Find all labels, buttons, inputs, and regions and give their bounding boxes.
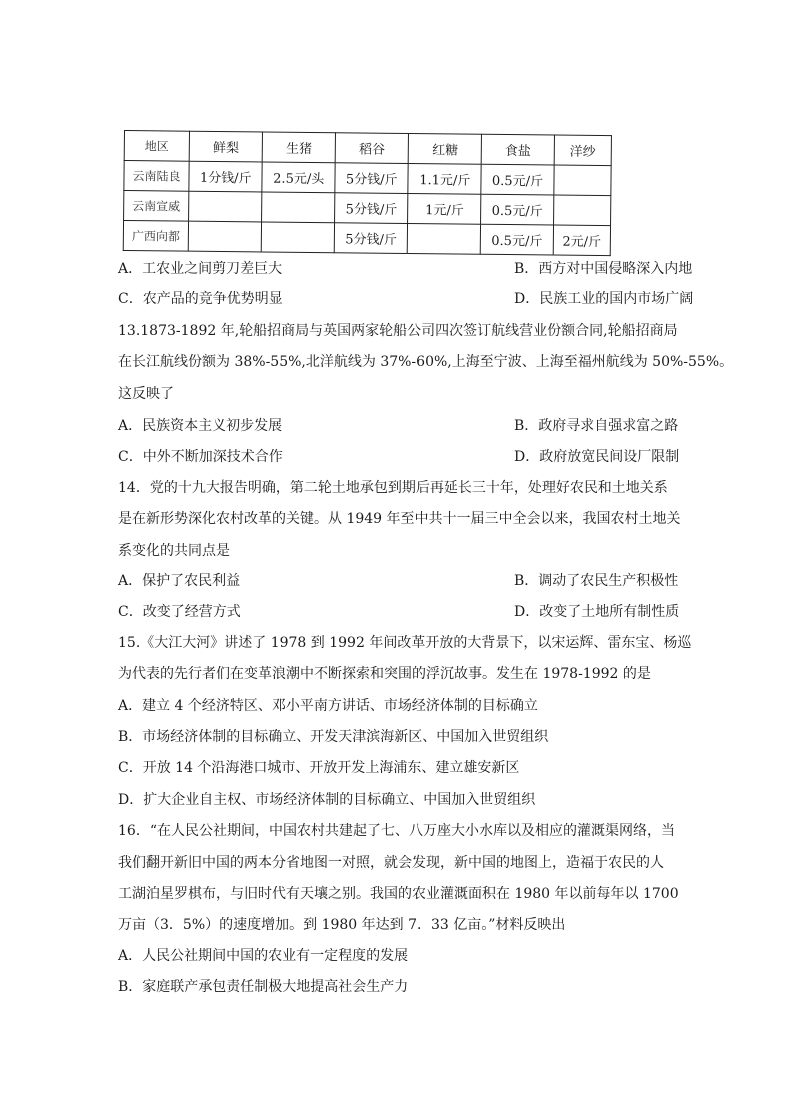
- q13-options-row-1: [118, 416, 679, 436]
- table-cell: 5分钱/斤: [335, 163, 409, 194]
- q13-stem-line: 在长江航线份额为 38%-55%,北洋航线为 37%-60%,上海至宁波、上海至福州航线为 50%-55%。: [118, 354, 734, 370]
- option-b[interactable]: B．调动了农民生产积极性: [514, 573, 679, 589]
- q16-stem-line: 万亩（3．5%）的速度增加。到 1980 年达到 7．33 亿亩。”材料反映出: [118, 917, 566, 933]
- q16-stem-line: 16．“在人民公社期间，中国农村共建起了七、八万座大小水库以及相应的灌溉渠网络，当: [118, 823, 675, 839]
- table-cell: 0.5元/斤: [480, 224, 553, 255]
- table-cell: [408, 223, 481, 254]
- table-header-cell: 生猪: [263, 132, 336, 163]
- table-cell: 0.5元/斤: [481, 164, 554, 195]
- table-cell: 2.5元/头: [262, 162, 335, 193]
- price-table: [123, 130, 612, 256]
- table-cell: [554, 165, 611, 196]
- table-header-cell: 稻谷: [335, 133, 409, 164]
- q14-stem-line: 14．党的十九大报告明确，第二轮土地承包到期后再延长三十年，处理好农民和土地关系: [118, 480, 668, 496]
- table-cell: 0.5元/斤: [481, 194, 554, 225]
- table-header-cell: 红糖: [409, 133, 482, 164]
- q15-stem-line: 为代表的先行者们在变革浪潮中不断探索和突围的浮沉故事。发生在 1978-1992 的是: [118, 666, 651, 682]
- table-cell: 1元/斤: [408, 193, 481, 224]
- table-cell: [553, 195, 610, 226]
- q16-stem-line: 工湖泊星罗棋布，与旧时代有天壤之别。我国的农业灌溉面积在 1980 年以前每年以 1700: [118, 886, 679, 902]
- option-b[interactable]: B．家庭联产承包责任制极大地提高社会生产力: [118, 979, 409, 995]
- table-cell: [262, 192, 335, 223]
- option-b[interactable]: B．政府寻求自强求富之路: [514, 418, 679, 434]
- q12-options-row-1: [118, 259, 693, 279]
- option-c[interactable]: C．改变了经营方式: [118, 604, 241, 620]
- q14-stem-line: 是在新形势深化农村改革的关键。从 1949 年至中共十一届三中全会以来，我国农村土地关: [118, 511, 681, 527]
- table-header-cell: 鲜梨: [189, 131, 263, 162]
- option-c[interactable]: C．中外不断加深技术合作: [118, 449, 283, 465]
- option-d[interactable]: D．改变了土地所有制性质: [514, 604, 680, 620]
- table-cell: 广西向都: [123, 221, 188, 252]
- table-cell: 5分钱/斤: [334, 223, 408, 254]
- q13-options-row-2: [118, 447, 680, 467]
- option-a[interactable]: A．人民公社期间中国的农业有一定程度的发展: [118, 948, 409, 964]
- option-a[interactable]: A．建立 4 个经济特区、邓小平南方讲话、市场经济体制的目标确立: [118, 698, 538, 714]
- q13-stem-line: 13.1873-1892 年,轮船招商局与英国两家轮船公司四次签订航线营业份额合同,轮船招商局: [118, 323, 678, 339]
- table-cell: 5分钱/斤: [335, 193, 409, 224]
- table-cell: 云南陆良: [124, 161, 189, 192]
- table-header-cell: 地区: [124, 131, 189, 162]
- option-a[interactable]: A．保护了农民利益: [118, 573, 241, 589]
- option-d[interactable]: D．扩大企业自主权、市场经济体制的目标确立、中国加入世贸组织: [118, 792, 536, 808]
- option-c[interactable]: C．开放 14 个沿海港口城市、开放开发上海浦东、建立雄安新区: [118, 760, 520, 776]
- table-cell: [188, 221, 262, 252]
- table-cell: 云南宣威: [124, 191, 189, 222]
- table-cell: 1.1元/斤: [408, 163, 481, 194]
- q15-stem-line: 15.《大江大河》讲述了 1978 到 1992 年间改革开放的大背景下，以宋运辉、雷东宝、杨巡: [118, 635, 692, 651]
- table-cell: [262, 222, 335, 253]
- table-cell: 1分钱/斤: [189, 161, 263, 192]
- table-cell: [189, 191, 263, 222]
- q13-stem-line: 这反映了: [118, 386, 174, 402]
- option-a[interactable]: A．民族资本主义初步发展: [118, 418, 283, 434]
- option-b[interactable]: B．西方对中国侵略深入内地: [514, 261, 693, 277]
- q14-options-row-1: [118, 571, 679, 591]
- q12-options-row-2: [118, 289, 694, 309]
- table-header-cell: 洋纱: [554, 135, 611, 166]
- option-d[interactable]: D．政府放宽民间设厂限制: [514, 449, 680, 465]
- option-b[interactable]: B．市场经济体制的目标确立、开发天津滨海新区、中国加入世贸组织: [118, 729, 549, 745]
- option-a[interactable]: A．工农业之间剪刀差巨大: [118, 261, 283, 277]
- table-row: [123, 221, 610, 256]
- option-d[interactable]: D．民族工业的国内市场广阔: [514, 291, 694, 307]
- q14-stem-line: 系变化的共同点是: [118, 543, 230, 559]
- q14-options-row-2: [118, 602, 680, 622]
- option-c[interactable]: C．农产品的竞争优势明显: [118, 291, 283, 307]
- table-cell: 2元/斤: [553, 225, 610, 256]
- q16-stem-line: 我们翻开新旧中国的两本分省地图一对照，就会发现，新中国的地图上，造福于农民的人: [118, 855, 664, 871]
- table-header-cell: 食盐: [481, 134, 554, 165]
